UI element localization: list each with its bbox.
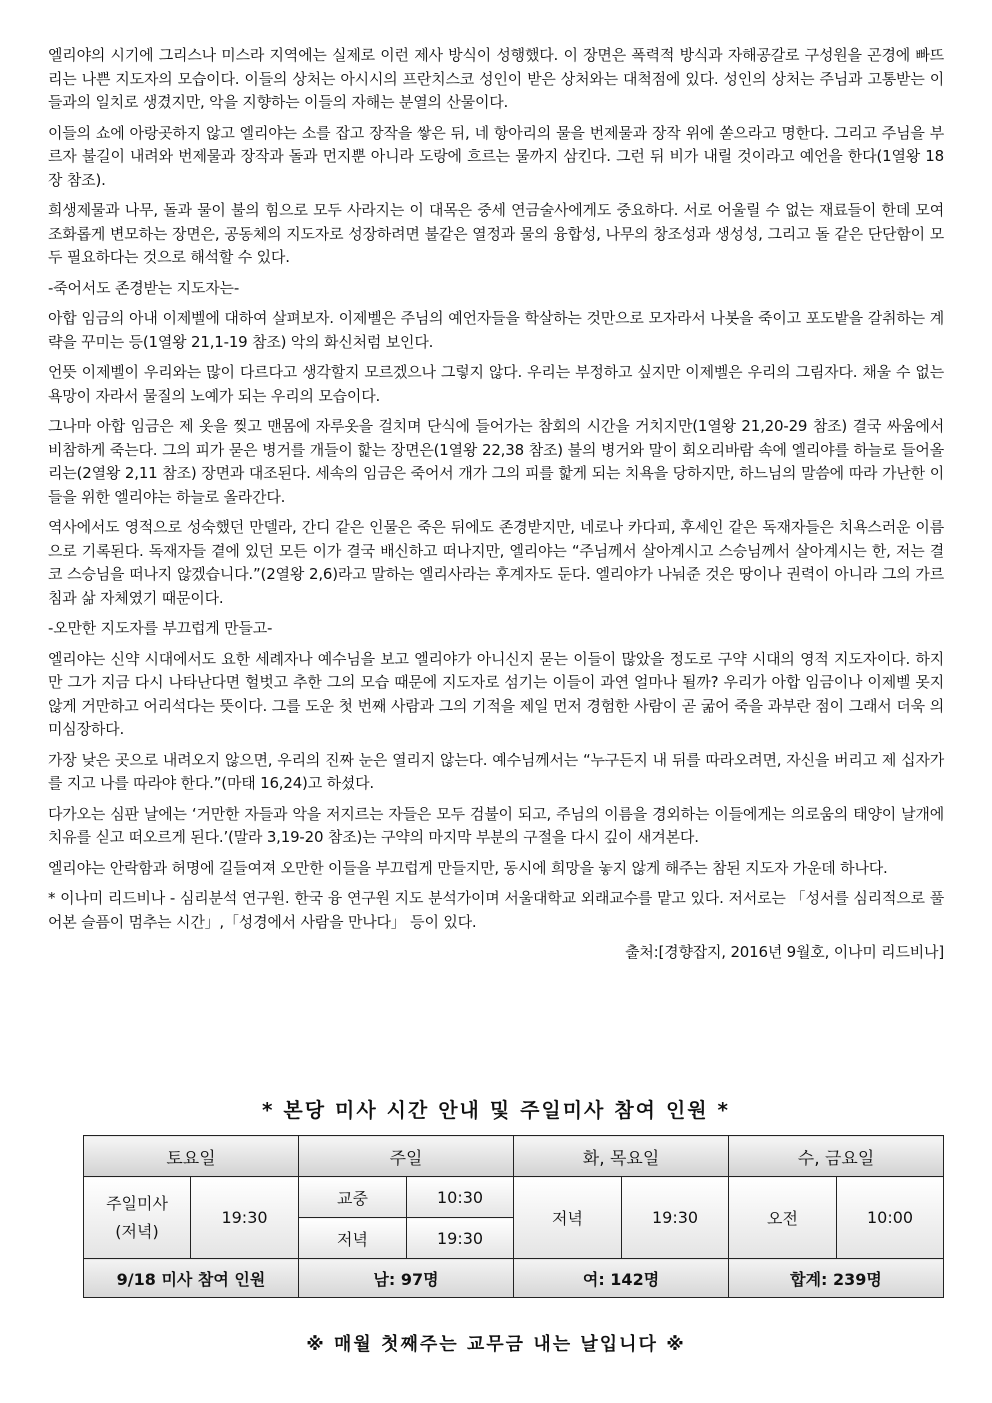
- saturday-label-cell: [84, 1177, 191, 1259]
- paragraph: 엘리야의 시기에 그리스나 미스라 지역에는 실제로 이런 제사 방식이 성행했다. 이 장면은 폭력적 방식과 자해공갈로 구성원을 곤경에 빠뜨리는 나쁜 지도자의 모습이다. 이들의 상처는 아시시의 프란치스코 성인이 받은 상처와는 대척점에 있다. 성인의 상처는 주님과 고통받는 이들과의 일치로 생겼지만, 악을 지향하는 이들의 자해는 분열의 산물이다.: [48, 46, 944, 111]
- sunday-label-2: 저녁: [299, 1218, 407, 1259]
- wed-fri-label: 오전: [729, 1177, 837, 1259]
- paragraph: 다가오는 심판 날에는 ‘거만한 자들과 악을 저지르는 자들은 모두 검불이 되고, 주님의 이름을 경외하는 이들에게는 의로움의 태양이 날개에 치유를 싣고 떠오르게 된다.’(말라 3,19-20 참조)는 구약의 마지막 부분의 구절을 다시 깊이 새겨본다.: [48, 804, 944, 846]
- paragraph: 가장 낮은 곳으로 내려오지 않으면, 우리의 진짜 눈은 열리지 않는다. 예수님께서는 “누구든지 내 뒤를 따라오려면, 자신을 버리고 제 십자가를 지고 나를 따라야 한다.”(마태 16,24)고 하셨다.: [48, 750, 944, 792]
- header-sunday: 주일: [299, 1136, 514, 1177]
- section-subheading: -오만한 지도자를 부끄럽게 만들고-: [48, 619, 273, 637]
- paragraph: 그나마 아합 임금은 제 옷을 찢고 맨몸에 자루옷을 걸치며 단식에 들어가는 참회의 시간을 거치지만(1열왕 21,20-29 참조) 결국 싸움에서 비참하게 죽는다. 그의 피가 묻은 병거를 개들이 핥는 장면은(1열왕 22,38 참조) 불의 병거와 말이 회오리바람 속에 엘리야를 하늘로 들어올리는(2열왕 2,11 참조) 장면과 대조된다. 세속의 임금은 죽어서 개가 그의 피를 핥게 되는 치욕을 당하지만, 하느님의 말씀에 따라 가난한 이들을 위한 엘리야는 하늘로 올라간다.: [48, 417, 944, 506]
- attendance-row: [84, 1259, 944, 1298]
- source-citation: 출처:[경향잡지, 2016년 9월호, 이나미 리드비나]: [625, 943, 944, 961]
- table-header-row: [84, 1136, 944, 1177]
- attendance-label: 9/18 미사 참여 인원: [84, 1259, 299, 1298]
- table-row: [84, 1177, 944, 1218]
- attendance-total: 합계: 239명: [729, 1259, 944, 1298]
- sunday-label-1: 교중: [299, 1177, 407, 1218]
- sunday-time-1: 10:30: [407, 1177, 514, 1218]
- schedule-title: * 본당 미사 시간 안내 및 주일미사 참여 인원 *: [261, 1098, 731, 1122]
- paragraph: 언뜻 이제벨이 우리와는 많이 다르다고 생각할지 모르겠으나 그렇지 않다. 우리는 부정하고 싶지만 이제벨은 우리의 그림자다. 채울 수 없는 욕망이 자라서 물질의 노예가 되는 우리의 모습이다.: [48, 363, 944, 405]
- paragraph: 이들의 쇼에 아랑곳하지 않고 엘리야는 소를 잡고 장작을 쌓은 뒤, 네 항아리의 물을 번제물과 장작 위에 쏟으라고 명한다. 그리고 주님을 부르자 불길이 내려와 번제물과 장작과 돌과 먼지뿐 아니라 도랑에 흐르는 물까지 삼킨다. 그런 뒤 비가 내릴 것이라고 예언을 한다(1열왕 18장 참조).: [48, 123, 944, 189]
- attendance-male: 남: 97명: [299, 1259, 514, 1298]
- paragraph: 엘리야는 안락함과 허명에 길들여져 오만한 이들을 부끄럽게 만들지만, 동시에 희망을 놓지 않게 해주는 참된 지도자 가운데 하나다.: [48, 858, 888, 877]
- paragraph: 엘리야는 신약 시대에서도 요한 세례자나 예수님을 보고 엘리야가 아니신지 묻는 이들이 많았을 정도로 구약 시대의 영적 지도자이다. 하지만 그가 지금 다시 나타난다면 헐벗고 추한 그의 모습 때문에 지도자로 섬기는 이들이 과연 얼마나 될까? 우리가 아합 임금이나 이제벨 못지 않게 거만하고 어리석다는 뜻이다. 그를 도운 첫 번째 사람과 그의 기적을 제일 먼저 경험한 사람이 곧 굶어 죽을 과부란 점이 그래서 더욱 의미심장하다.: [48, 649, 944, 738]
- section-subheading: -죽어서도 존경받는 지도자는-: [48, 278, 240, 297]
- tue-thu-label: 저녁: [514, 1177, 622, 1259]
- saturday-label-line2: (저녁): [115, 1221, 159, 1241]
- header-saturday: 토요일: [84, 1136, 299, 1177]
- paragraph: 희생제물과 나무, 돌과 물이 불의 힘으로 모두 사라지는 이 대목은 중세 연금술사에게도 중요하다. 서로 어울릴 수 없는 재료들이 한데 모여 조화롭게 변모하는 장면은, 공동체의 지도자로 성장하려면 불같은 열정과 물의 융합성, 나무의 창조성과 생성성, 그리고 돌 같은 단단함이 모두 필요하다는 것으로 해석할 수 있다.: [48, 201, 944, 266]
- sunday-time-2: 19:30: [407, 1218, 514, 1259]
- saturday-time: 19:30: [191, 1177, 299, 1259]
- author-note: * 이나미 리드비나 - 심리분석 연구원. 한국 융 연구원 지도 분석가이며 서울대학교 외래교수를 맡고 있다. 저서로는 「성서를 심리적으로 풀어본 슬픔이 멈추는 시간」,「성경에서 사람을 만나다」 등이 있다.: [48, 889, 944, 931]
- paragraph: 역사에서도 영적으로 성숙했던 만델라, 간디 같은 인물은 죽은 뒤에도 존경받지만, 네로나 카다피, 후세인 같은 독재자들은 치욕스러운 이름으로 기록된다. 독재자들 곁에 있던 모든 이가 결국 배신하고 떠나지만, 엘리야는 “주님께서 살아계시고 스승님께서 살아계시는 한, 저는 결코 스승님을 떠나지 않겠습니다.”(2열왕 2,6)라고 말하는 엘리사라는 후계자도 둔다. 엘리야가 나눠준 것은 땅이나 권력이 아니라 그의 가르침과 삶 자체였기 때문이다.: [48, 518, 944, 607]
- contribution-notice: ※ 매월 첫째주는 교무금 내는 날입니다 ※: [306, 1334, 686, 1355]
- tue-thu-time: 19:30: [622, 1177, 729, 1259]
- attendance-female: 여: 142명: [514, 1259, 729, 1298]
- article-body: [48, 44, 944, 965]
- header-tue-thu: 화, 목요일: [514, 1136, 729, 1177]
- mass-schedule-table: [83, 1135, 944, 1298]
- paragraph: 아합 임금의 아내 이제벨에 대하여 살펴보자. 이제벨은 주님의 예언자들을 학살하는 것만으로 모자라서 나봇을 죽이고 포도밭을 갈취하는 계략을 꾸미는 등(1열왕 21,1-19 참조) 악의 화신처럼 보인다.: [48, 309, 944, 351]
- saturday-label-line1: 주일미사: [106, 1193, 168, 1213]
- header-wed-fri: 수, 금요일: [729, 1136, 944, 1177]
- wed-fri-time: 10:00: [837, 1177, 944, 1259]
